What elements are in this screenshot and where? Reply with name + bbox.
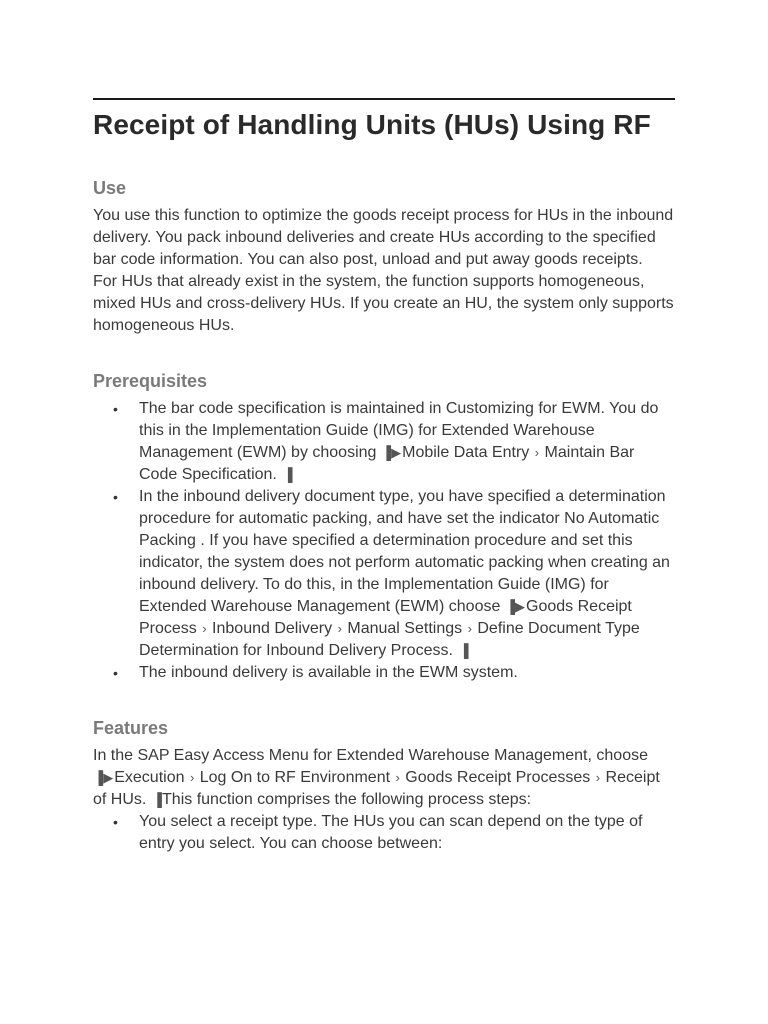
use-paragraph-2: For HUs that already exist in the system, the function supports homogeneous, mixed HUs and cross-delivery HUs. If you create an HU, the system only supports homogeneous HUs. (93, 273, 674, 334)
menu-path-start-icon: ▐▶ (381, 445, 402, 460)
use-paragraph-1: You use this function to optimize the goods receipt process for HUs in the inbound delivery. You pack inbound deliveries and create HUs according to the specified bar code information. You can also post, unload and put away goods receipts. (93, 207, 674, 268)
menu-path-step: Execution (114, 769, 185, 786)
menu-path-step: Mobile Data Entry (402, 444, 530, 461)
list-item: • The bar code specification is maintained in Customizing for EWM. You do this in the Implementation Guide (IMG) for Extended Warehouse Management (EWM) by choosing ▐▶Mobile Data Entry › Maintain Bar Code Specification. ▐ (93, 398, 675, 486)
menu-path-step: Goods Receipt Processes (405, 769, 591, 786)
chevron-right-icon: › (534, 445, 540, 460)
menu-path-end-icon: ▐ (459, 643, 469, 658)
section-prerequisites (93, 370, 675, 684)
section-features (93, 717, 675, 855)
document-page (93, 98, 675, 855)
menu-path-start-icon: ▐▶ (94, 770, 114, 785)
chevron-right-icon: › (202, 621, 207, 636)
chevron-right-icon: › (395, 770, 400, 785)
list-item: • You select a receipt type. The HUs you can scan depend on the type of entry you select. You can choose between: (93, 811, 675, 855)
chevron-right-icon: › (595, 770, 601, 785)
list-item: • In the inbound delivery document type, you have specified a determination procedure for automatic packing, and have set the indicator No Automatic Packing . If you have specified a determination procedure and set this indicator, the system does not perform automatic packing when creating an inbound delivery. To do this, in the Implementation Guide (IMG) for Extended Warehouse Management (EWM) choose ▐▶Goods Receipt Process › Inbound Delivery › Manual Settings › Define Document Type Determination for Inbound Delivery Process. ▐ (93, 486, 675, 662)
menu-path-step: Maintain Bar Code Specification. (139, 444, 635, 483)
features-heading: Features (93, 718, 169, 738)
section-use (93, 177, 675, 337)
menu-path-step: Goods Receipt Process (139, 598, 632, 637)
menu-path-start-icon: ▐▶ (505, 599, 526, 614)
menu-path-end-icon: ▐ (283, 467, 293, 482)
features-intro: In the SAP Easy Access Menu for Extended Warehouse Management, choose ▐▶Execution › Log On to RF Environment › Goods Receipt Processes › Receipt of HUs. ▐This function comprises the following process steps: (93, 747, 660, 808)
list-item: • The inbound delivery is available in the EWM system. (93, 662, 675, 684)
title-rule (93, 98, 675, 100)
menu-path-step: Define Document Type Determination for Inbound Delivery Process. (139, 620, 640, 659)
menu-path-step: Manual Settings (347, 620, 463, 637)
chevron-right-icon: › (189, 770, 195, 785)
menu-path-step: Log On to RF Environment (199, 769, 391, 786)
menu-path-step: Inbound Delivery (212, 620, 333, 637)
prerequisites-list (93, 398, 675, 684)
use-heading: Use (93, 178, 127, 198)
page-title: Receipt of Handling Units (HUs) Using RF (93, 109, 651, 140)
features-list (93, 811, 675, 855)
menu-path-step: Receipt of HUs. (93, 769, 660, 808)
chevron-right-icon: › (467, 621, 472, 636)
menu-path-end-icon: ▐ (152, 792, 163, 807)
prerequisites-heading: Prerequisites (93, 371, 208, 391)
chevron-right-icon: › (337, 621, 342, 636)
